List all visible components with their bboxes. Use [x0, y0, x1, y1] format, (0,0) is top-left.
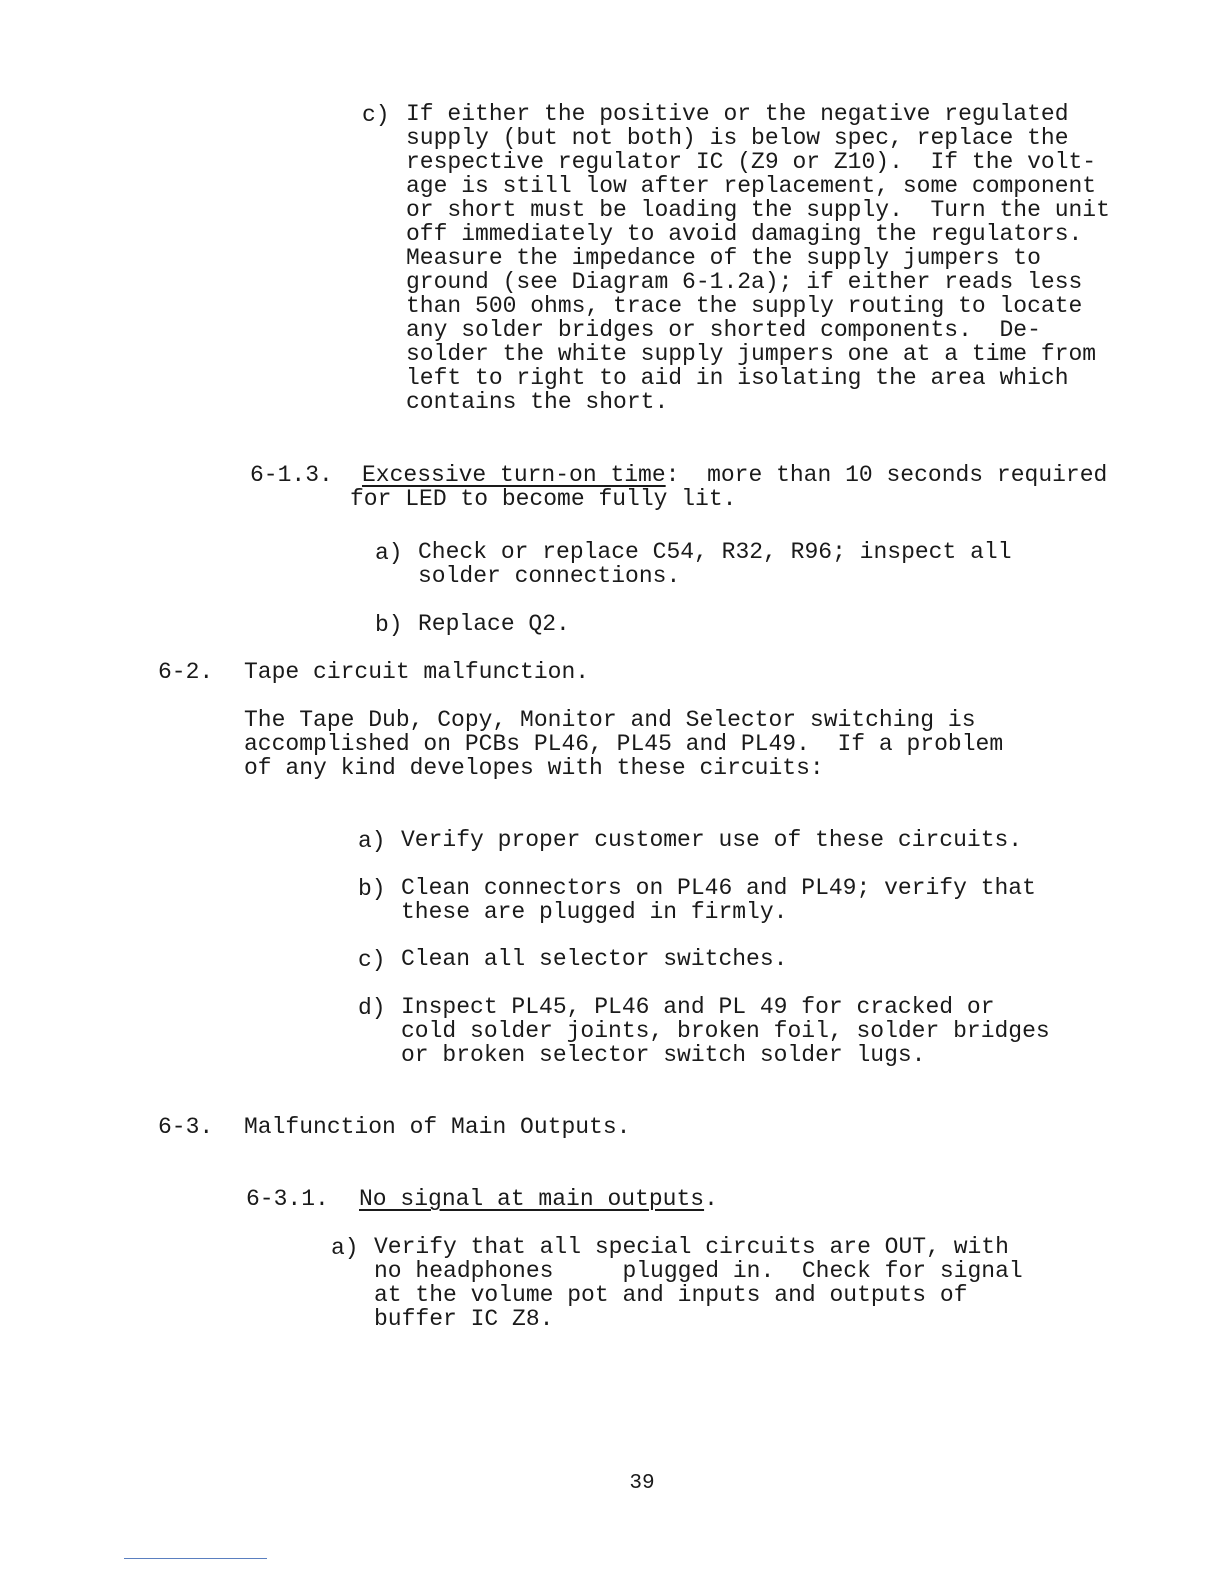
text-line: off immediately to avoid damaging the regulators. — [406, 221, 1083, 247]
text-line: of any kind developes with these circuits: — [244, 755, 824, 781]
text-line: left to right to aid in isolating the area which — [406, 365, 1069, 391]
text-line: solder connections. — [418, 563, 681, 589]
item-c-power-text — [406, 102, 1110, 414]
item-label-c: c) — [358, 947, 386, 973]
text-line: buffer IC Z8. — [374, 1306, 554, 1332]
item-text — [418, 612, 570, 636]
text-line: age is still low after replacement, some component — [406, 173, 1097, 199]
item-label-a: a) — [331, 1235, 359, 1261]
section-title-line2: for LED to become fully lit. — [350, 486, 737, 512]
section-title-rest: : more than 10 seconds required — [665, 462, 1108, 488]
item-text — [401, 876, 1036, 924]
text-line: Verify proper customer use of these circuits. — [401, 827, 1023, 853]
text-line: at the volume pot and inputs and outputs of — [374, 1282, 968, 1308]
item-text — [401, 947, 787, 971]
section-title-6-2: Tape circuit malfunction. — [244, 659, 590, 685]
text-line: no headphones plugged in. Check for signal — [374, 1258, 1023, 1284]
text-line: Replace Q2. — [418, 611, 570, 637]
text-line: ground (see Diagram 6-1.2a); if either reads less — [406, 269, 1083, 295]
text-line: Verify that all special circuits are OUT, with — [374, 1234, 1009, 1260]
section-title-6-3-1: No signal at main outputs — [359, 1186, 705, 1212]
section-number-6-3-1: 6-3.1. — [246, 1186, 329, 1212]
section-title-rest: . — [704, 1186, 718, 1212]
item-text — [401, 828, 1022, 852]
text-line: or short must be loading the supply. Turn the unit — [406, 197, 1110, 223]
text-line: or broken selector switch solder lugs. — [401, 1042, 926, 1068]
text-line: Inspect PL45, PL46 and PL 49 for cracked or — [401, 994, 995, 1020]
item-text — [374, 1235, 1023, 1331]
section-title-6-1-3: Excessive turn-on time — [362, 462, 666, 488]
section-number-6-1-3: 6-1.3. — [250, 462, 333, 488]
section-number-6-2: 6-2. — [158, 659, 214, 685]
text-line: supply (but not both) is below spec, replace the — [406, 125, 1069, 151]
text-line: contains the short. — [406, 389, 669, 415]
item-label-a: a) — [358, 828, 386, 854]
page-number: 39 — [629, 1472, 655, 1495]
section-number-6-3: 6-3. — [158, 1114, 214, 1140]
text-line: than 500 ohms, trace the supply routing to locate — [406, 293, 1083, 319]
text-line: these are plugged in firmly. — [401, 899, 788, 925]
footer-rule — [124, 1558, 267, 1559]
text-line: solder the white supply jumpers one at a time from — [406, 341, 1097, 367]
item-label-b: b) — [375, 612, 403, 638]
item-label-c: c) — [362, 102, 390, 128]
item-text — [401, 995, 1050, 1067]
text-line: Measure the impedance of the supply jumpers to — [406, 245, 1041, 271]
text-line: Check or replace C54, R32, R96; inspect all — [418, 539, 1012, 565]
text-line: Clean all selector switches. — [401, 946, 788, 972]
text-line: Clean connectors on PL46 and PL49; verify that — [401, 875, 1036, 901]
text-line: any solder bridges or shorted components. De- — [406, 317, 1041, 343]
text-line: If either the positive or the negative regulated — [406, 101, 1069, 127]
item-label-b: b) — [358, 876, 386, 902]
text-line: respective regulator IC (Z9 or Z10). If the volt- — [406, 149, 1097, 175]
section-heading-6-3-1 — [359, 1187, 718, 1211]
item-text — [418, 540, 1012, 588]
item-label-a: a) — [375, 540, 403, 566]
text-line: cold solder joints, broken foil, solder bridges — [401, 1018, 1050, 1044]
text-line: The Tape Dub, Copy, Monitor and Selector switching is — [244, 707, 976, 733]
text-line: accomplished on PCBs PL46, PL45 and PL49. If a problem — [244, 731, 1004, 757]
section-6-2-paragraph — [244, 708, 1003, 780]
section-heading-6-1-3 — [362, 463, 1107, 487]
section-title-6-3: Malfunction of Main Outputs. — [244, 1114, 631, 1140]
item-label-d: d) — [358, 995, 386, 1021]
